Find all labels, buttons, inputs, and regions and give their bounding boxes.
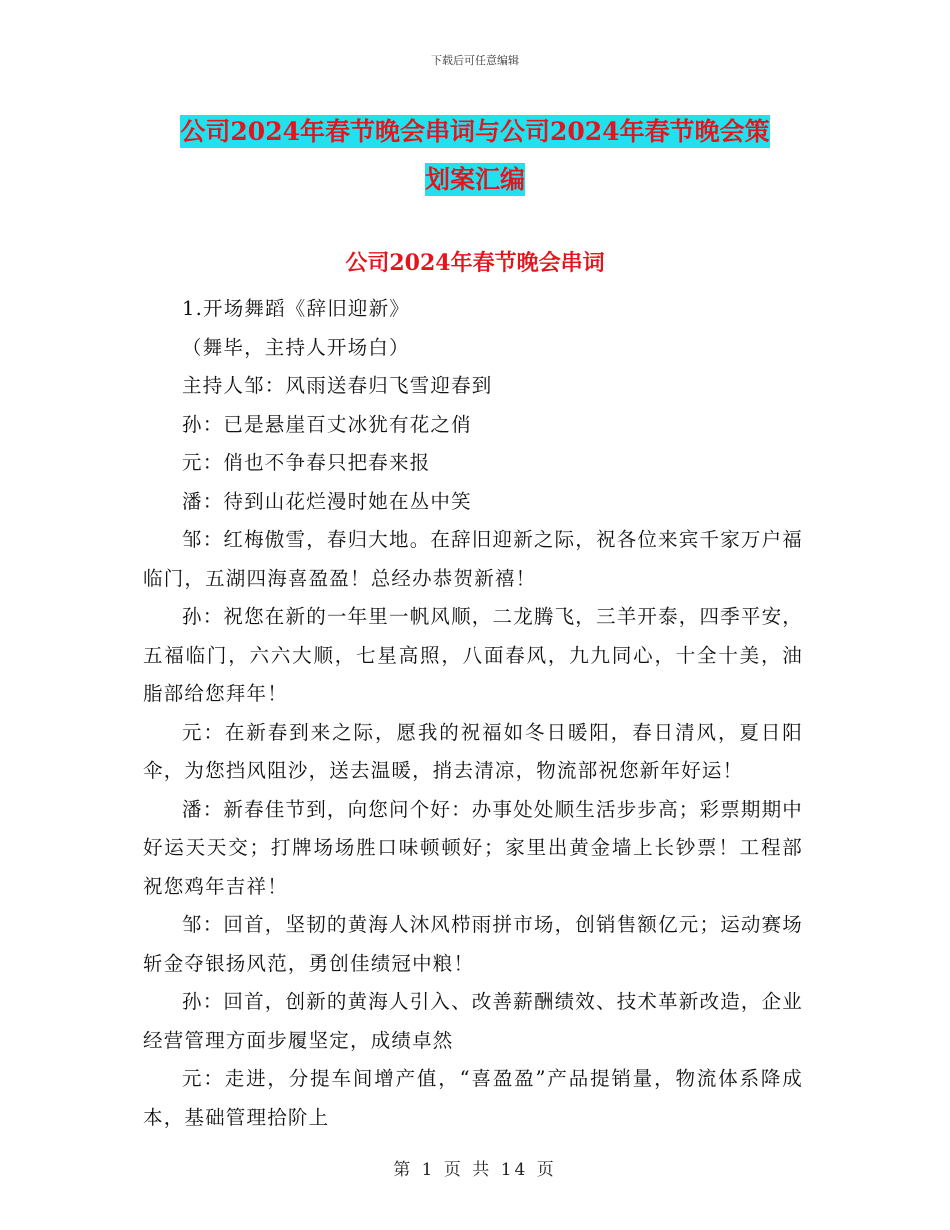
title-line-1: 公司2024年春节晚会串词与公司2024年春节晚会策 xyxy=(180,117,770,146)
paragraph: 邹：回首，坚韧的黄海人沐风栉雨拼市场，创销售额亿元；运动赛场斩金夺银扬风范，勇创佳绩冠中粮！ xyxy=(143,913,804,975)
paragraph: 邹：红梅傲雪，春归大地。在辞旧迎新之际，祝各位来宾千家万户福临门，五湖四海喜盈盈！总经办恭贺新禧！ xyxy=(143,528,804,590)
paragraph: 元：走进，分提车间增产值，“喜盈盈”产品提销量，物流体系降成本，基础管理拾阶上 xyxy=(143,1067,803,1129)
page-footer: 第 1 页 共 14 页 xyxy=(393,1160,557,1180)
paragraph: 孙：祝您在新的一年里一帆风顺，二龙腾飞，三羊开泰，四季平安，五福临门，六六大顺，七星高照，八面春风，九九同心，十全十美，油脂部给您拜年！ xyxy=(143,605,804,705)
body-text xyxy=(143,290,803,1137)
paragraph: 潘：待到山花烂漫时她在丛中笑 xyxy=(182,489,472,513)
header-note: 下载后可任意编辑 xyxy=(431,54,519,67)
paragraph: 潘：新春佳节到，向您问个好：办事处处顺生活步步高；彩票期期中好运天天交；打牌场场胜口味顿顿好；家里出黄金墙上长钞票！工程部祝您鸡年吉祥！ xyxy=(143,797,804,898)
paragraph: 主持人邹：风雨送春归飞雪迎春到 xyxy=(182,374,493,397)
paragraph: 1.开场舞蹈《辞旧迎新》 xyxy=(182,297,411,320)
title-line-2: 划案汇编 xyxy=(424,165,525,194)
paragraph: 孙：回首，创新的黄海人引入、改善薪酬绩效、技术革新改造，企业经营管理方面步履坚定，成绩卓然 xyxy=(143,990,804,1052)
paragraph: 元：在新春到来之际，愿我的祝福如冬日暖阳，春日清风，夏日阳伞，为您挡风阻沙，送去温暖，捎去清凉，物流部祝您新年好运！ xyxy=(143,720,803,782)
paragraph: 元：俏也不争春只把春来报 xyxy=(182,451,431,474)
paragraph: （舞毕，主持人开场白） xyxy=(182,335,410,359)
paragraph: 孙：已是悬崖百丈冰犹有花之俏 xyxy=(182,412,472,436)
section-title: 公司2024年春节晚会串词 xyxy=(345,250,605,276)
document-title xyxy=(140,108,810,204)
